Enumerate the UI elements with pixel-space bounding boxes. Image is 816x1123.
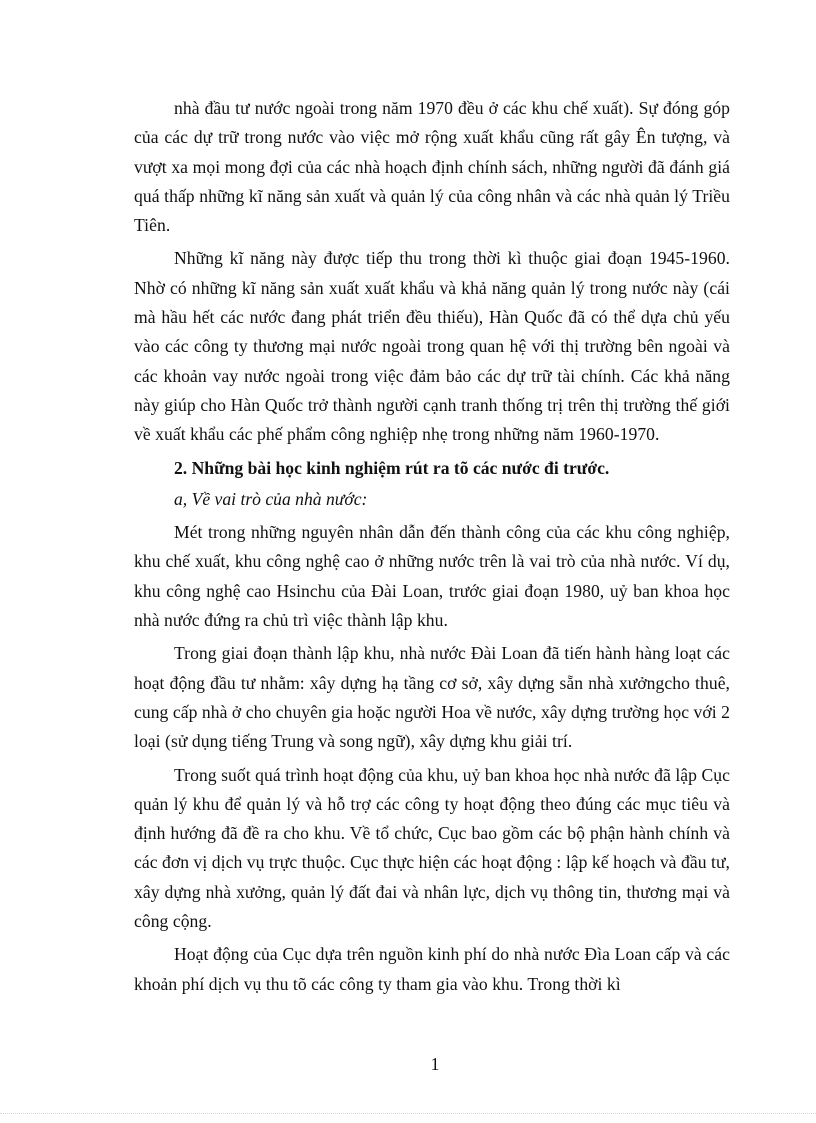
paragraph-korea-export-reserves: nhà đầu tư nước ngoài trong năm 1970 đều ở các khu chế xuất). Sự đóng góp của các dự trữ trong nước vào việc mở rộng xuất khẩu cũng rất gây Ên tượng, và vượt xa mọi mong đợi của các nhà hoạch định chính sách, những người đã đánh giá quá thấp những kĩ năng sản xuất và quản lý của công nhân và các nhà quản lý Triều Tiên. [134,98,730,236]
paragraph-state-role: Mét trong những nguyên nhân dẫn đến thành công của các khu công nghiệp, khu chế xuất, khu công nghệ cao ở những nước trên là vai trò của nhà nước. Ví dụ, khu công nghệ cao Hsinchu của Đài Loan, trước giai đoạn 1980, uỷ ban khoa học nhà nước đứng ra chủ trì việc thành lập khu. [134,522,730,631]
paragraph-bureau-funding: Hoạt động của Cục dựa trên nguồn kinh phí do nhà nước Đìa Loan cấp và các khoản phí dịch vụ thu tõ các công ty tham gia vào khu. Trong thời kì [134,944,730,994]
document-page [134,94,730,1003]
section-heading: 2. Những bài học kinh nghiệm rút ra tõ các nước đi trước. [174,457,610,478]
paragraph-establishment-phase: Trong giai đoạn thành lập khu, nhà nước Đài Loan đã tiến hành hàng loạt các hoạt động đầu tư nhằm: xây dựng hạ tầng cơ sở, xây dựng sẵn nhà xưởngcho thuê, cung cấp nhà ở cho chuyên gia hoặc người Hoa về nước, xây dựng trường học với 2 loại (sử dụng tiếng Trung và song ngữ), xây dựng khu giải trí. [134,643,730,752]
paragraph-management-bureau: Trong suốt quá trình hoạt động của khu, uỷ ban khoa học nhà nước đã lập Cục quản lý khu để quản lý và hỗ trợ các công ty hoạt động theo đúng các mục tiêu và định hướng đã đề ra cho khu. Về tổ chức, Cục bao gồm các bộ phận hành chính và các đơn vị dịch vụ trực thuộc. Cục thực hiện các hoạt động : lập kế hoạch và đầu tư, xây dựng nhà xưởng, quản lý đất đai và nhân lực, dịch vụ thông tin, thương mại và công cộng. [134,764,730,932]
paragraph-korea-skills: Những kĩ năng này được tiếp thu trong thời kì thuộc giai đoạn 1945-1960. Nhờ có những kĩ năng sản xuất xuất khẩu và khả năng quản lý trong nước này (cái mà hầu hết các nước đang phát triển đều thiếu), Hàn Quốc đã có thể dựa chủ yếu vào các công ty thương mại nước ngoài trong quan hệ với thị trường bên ngoài và các khoản vay nước ngoài trong việc đảm bảo các dự trữ tài chính. Các khả năng này giúp cho Hàn Quốc trở thành người cạnh tranh thống trị trên thị trường thế giới về xuất khẩu các phế phẩm công nghiệp nhẹ trong những năm 1960-1970. [134,248,730,445]
section-subheading: a, Về vai trò của nhà nước: [174,488,368,509]
page-number: 1 [430,1054,440,1074]
page-bottom-divider [0,1113,816,1114]
